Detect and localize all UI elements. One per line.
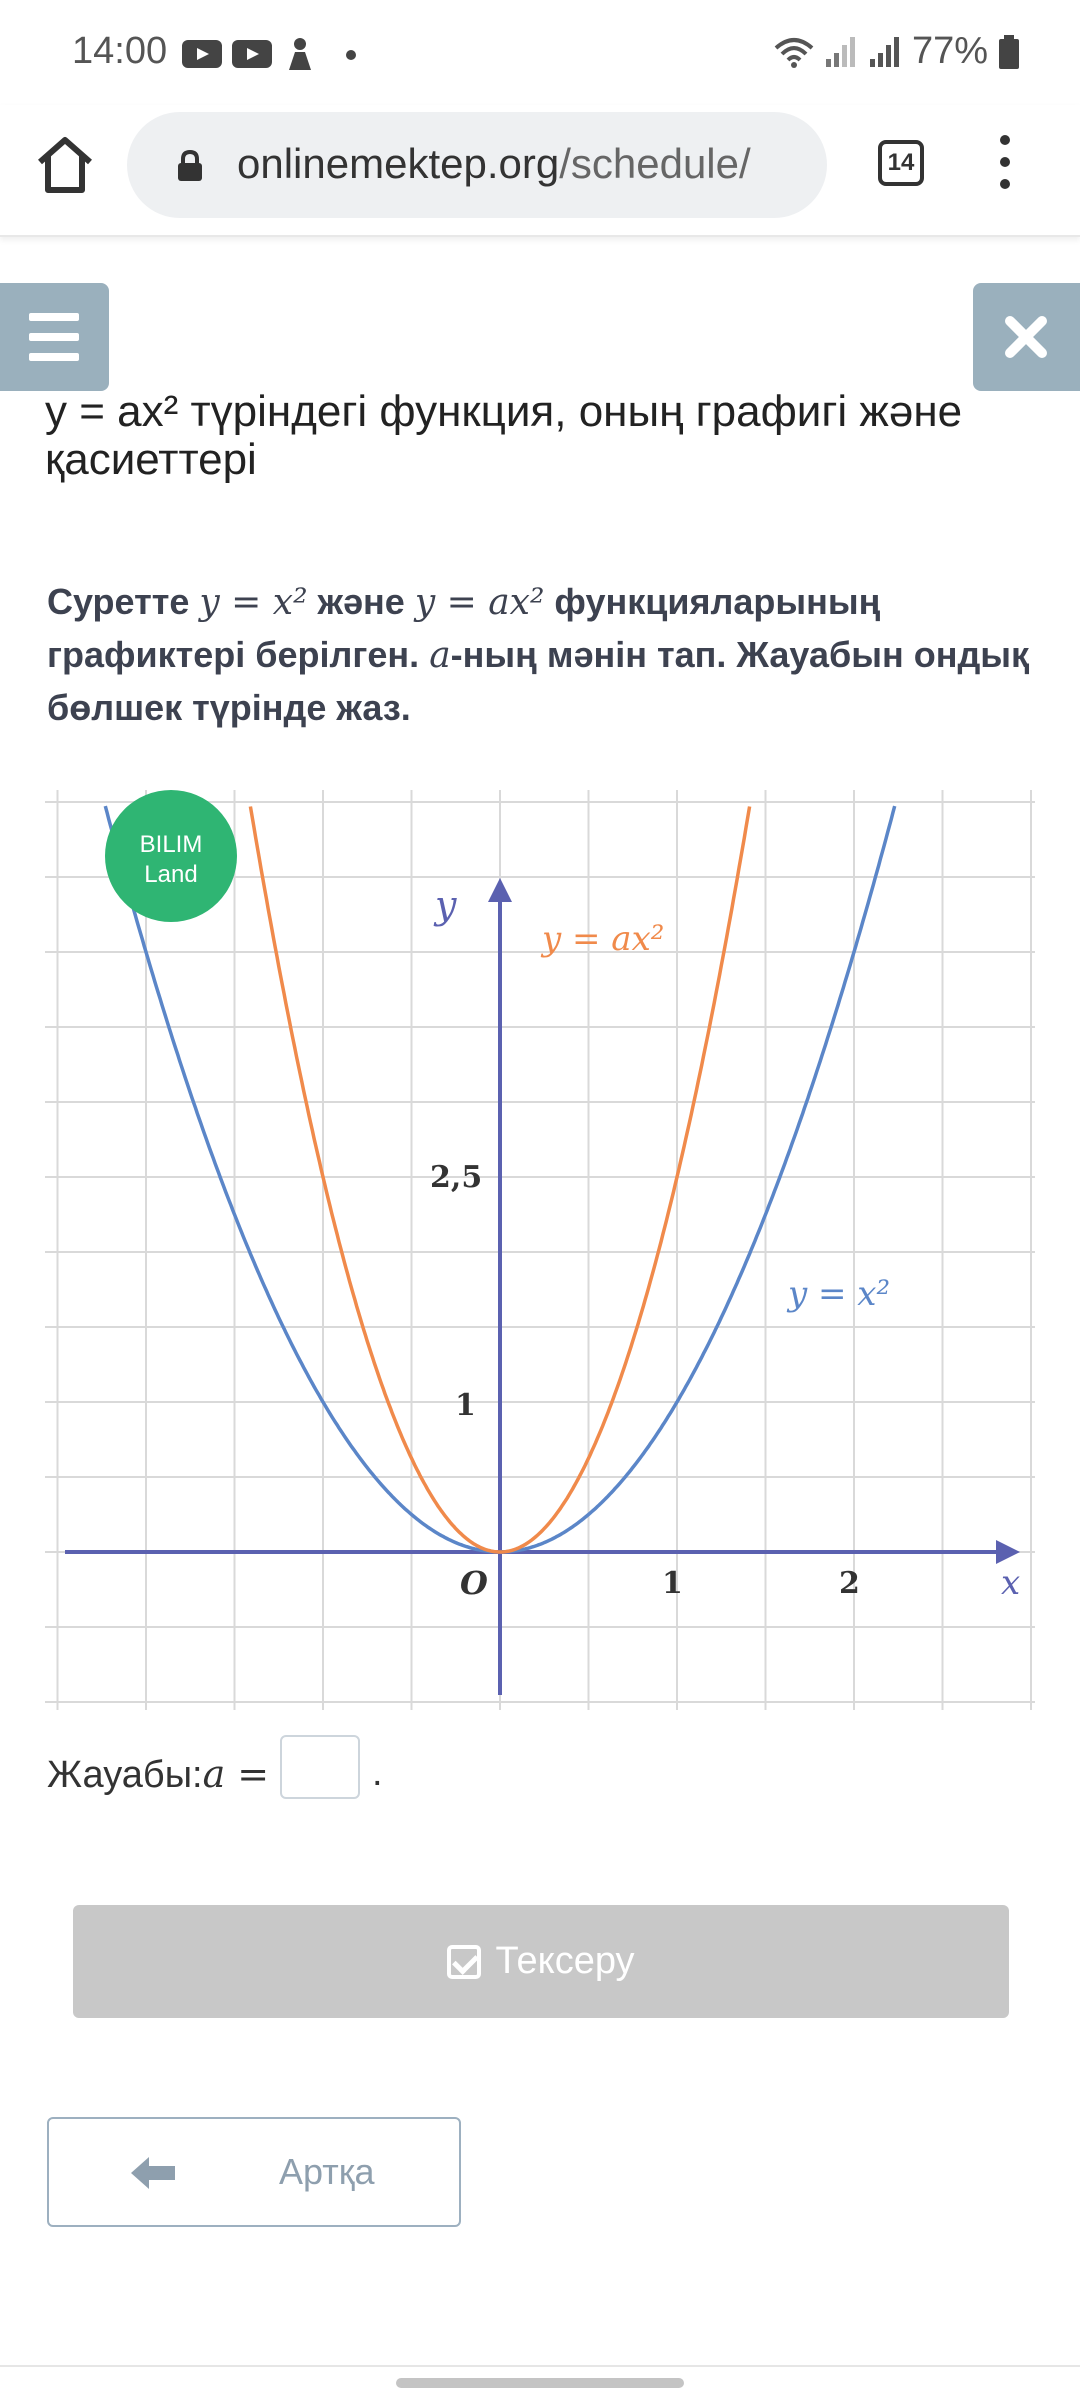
menu-button[interactable] <box>0 283 109 391</box>
url-host: onlinemektep.org <box>237 140 560 187</box>
question-part: және <box>307 581 415 622</box>
logo-text: Land <box>144 861 198 888</box>
url-text <box>237 140 817 188</box>
arrow-left-icon <box>129 2155 177 2191</box>
graph-background <box>45 790 1035 1710</box>
address-bar[interactable] <box>127 112 827 218</box>
label-blue-curve: y = x² <box>788 1274 891 1314</box>
x-axis-label: x <box>1001 1563 1021 1603</box>
tick-label-x: 1 <box>662 1566 683 1601</box>
check-button[interactable] <box>73 1905 1009 2018</box>
notification-icon <box>285 36 315 72</box>
close-icon <box>1002 313 1050 361</box>
question-part: -ның мәнін тап. Жауабын ондық бөлшек түрінде жаз. <box>47 634 1030 728</box>
math-formula: y = ax² <box>414 582 545 623</box>
answer-dot: . <box>372 1752 383 1794</box>
back-button[interactable] <box>47 2117 461 2227</box>
status-right <box>774 30 1020 73</box>
question-part: Суретте <box>47 581 200 622</box>
bilimland-logo <box>105 790 237 922</box>
math-formula: y = x² <box>199 582 308 623</box>
page-title: y = ax² түріндегі функция, оның графигі және қасиеттері <box>45 387 963 484</box>
divider <box>0 2365 1080 2367</box>
battery-percent: 77% <box>911 30 988 72</box>
label-orange-curve: y = ax² <box>542 919 665 959</box>
tick-label-x: 2 <box>839 1566 860 1601</box>
home-icon[interactable] <box>30 130 100 200</box>
back-button-label: Артқа <box>279 2151 375 2192</box>
url-path: /schedule/ <box>559 140 751 187</box>
more-menu-icon[interactable] <box>990 133 1020 193</box>
origin-label: O <box>460 1564 488 1602</box>
close-button[interactable] <box>973 283 1080 391</box>
tick-label-y: 2,5 <box>430 1160 483 1195</box>
battery-icon <box>998 35 1020 69</box>
math-variable: a <box>429 635 451 676</box>
tick-label-y: 1 <box>455 1388 476 1423</box>
wifi-icon <box>774 36 814 68</box>
question-part: функцияларының графиктері берілген. <box>47 581 881 675</box>
home-indicator[interactable] <box>396 2378 684 2388</box>
dot-icon <box>345 49 357 61</box>
signal-icon <box>824 35 858 69</box>
answer-label <box>47 1752 269 1797</box>
logo-text: BILIM <box>139 831 203 858</box>
function-graph <box>45 790 1035 1710</box>
answer-prefix: Жауабы: <box>47 1754 203 1796</box>
youtube-icon <box>232 40 272 68</box>
question-text <box>47 576 1047 734</box>
youtube-icon <box>182 40 222 68</box>
status-time: 14:00 <box>72 30 168 72</box>
signal-icon <box>868 35 902 69</box>
answer-input[interactable] <box>280 1735 360 1799</box>
answer-variable: a = <box>202 1752 270 1796</box>
tab-switcher-button[interactable]: 14 <box>878 140 924 186</box>
checkbox-icon <box>447 1945 481 1979</box>
lock-icon <box>175 150 205 182</box>
y-axis-label: y <box>435 883 457 927</box>
check-button-label: Тексеру <box>495 1940 635 1982</box>
browser-toolbar <box>0 105 1080 237</box>
